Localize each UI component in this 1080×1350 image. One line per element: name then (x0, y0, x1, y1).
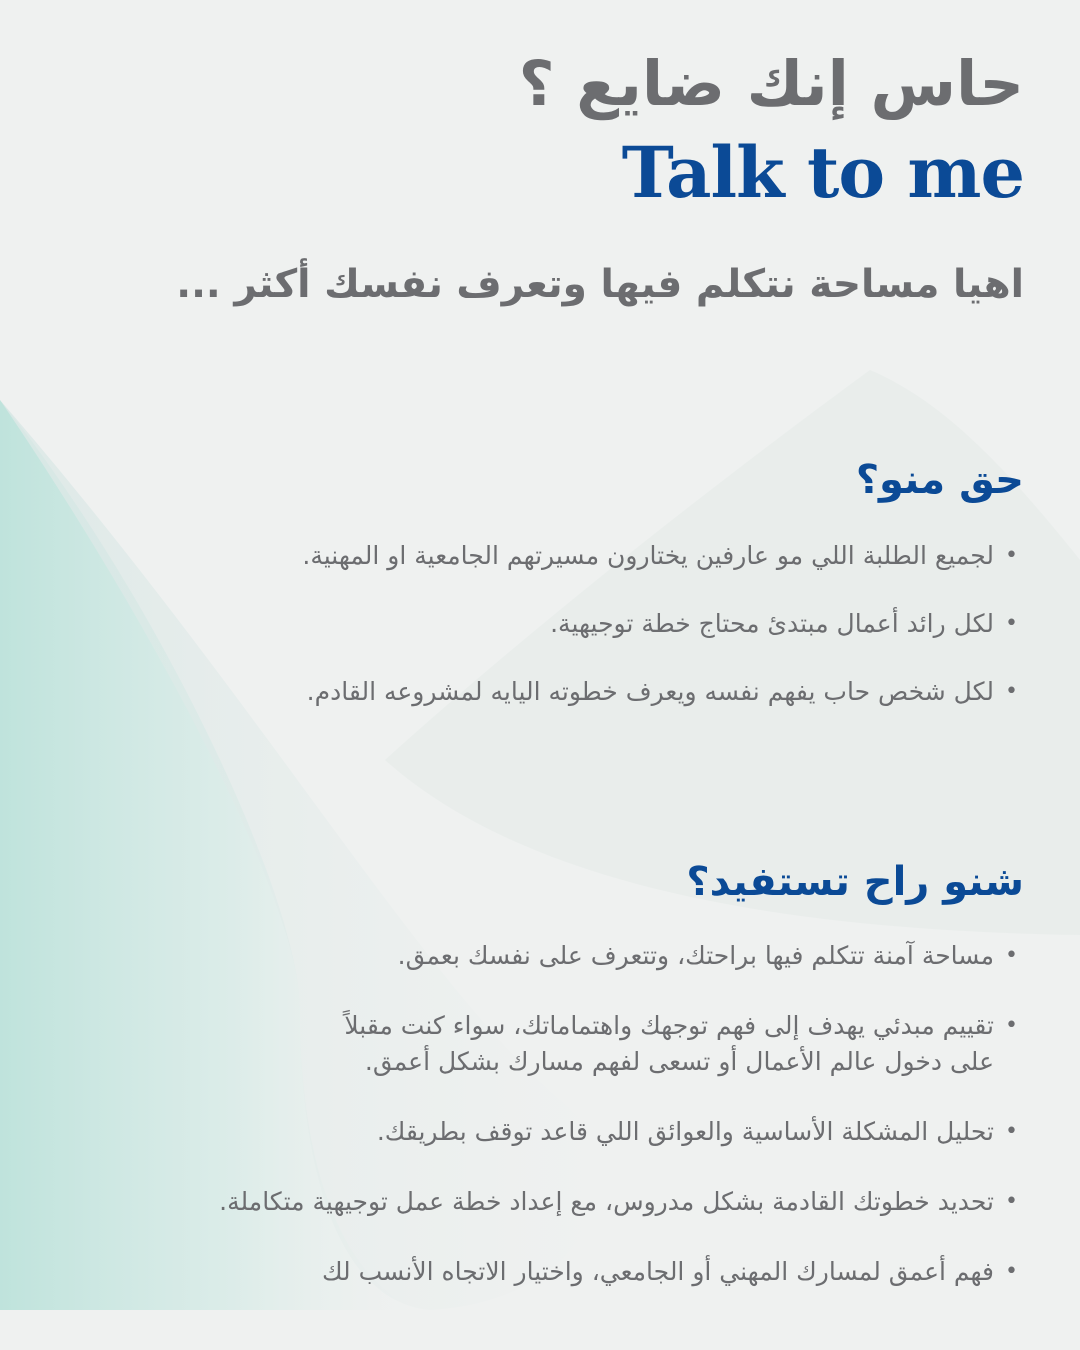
benefits-section-title: شنو راح تستفيد؟ (686, 859, 1024, 905)
list-item-text: تحديد خطوتك القادمة بشكل مدروس، مع إعداد خطة عمل توجيهية متكاملة. (219, 1187, 994, 1216)
brand-title: Talk to me (621, 131, 1024, 214)
headline: حاس إنك ضايع ؟ (518, 47, 1024, 120)
list-item (44, 1114, 1024, 1150)
list-item-text: مساحة آمنة تتكلم فيها براحتك، وتتعرف على نفسك بعمق. (397, 941, 994, 970)
benefits-list (44, 938, 1024, 1324)
bullet-icon: • (1005, 543, 1018, 568)
list-item (44, 606, 1024, 642)
list-item (44, 1254, 1024, 1290)
tagline: اهيا مساحة نتكلم فيها وتعرف نفسك أكثر ... (176, 262, 1024, 307)
list-item-text: تحليل المشكلة الأساسية والعوائق اللي قاعد توقف بطريقك. (376, 1117, 994, 1146)
bullet-icon: • (1005, 679, 1018, 704)
list-item (44, 538, 1024, 574)
list-item-text: لكل شخص حاب يفهم نفسه ويعرف خطوته اليايه لمشروعه القادم. (306, 677, 994, 706)
list-item (44, 674, 1024, 710)
who-section-title: حق منو؟ (855, 457, 1024, 503)
bullet-icon: • (1005, 1259, 1018, 1284)
list-item-text: لكل رائد أعمال مبتدئ محتاج خطة توجيهية. (550, 609, 994, 638)
bullet-icon: • (1005, 1189, 1018, 1214)
list-item-text: لجميع الطلبة اللي مو عارفين يختارون مسيرتهم الجامعية او المهنية. (302, 541, 994, 570)
bullet-icon: • (1005, 1119, 1018, 1144)
who-list (44, 538, 1024, 742)
bullet-icon: • (1005, 611, 1018, 636)
list-item (44, 938, 1024, 974)
list-item-text: تقييم مبدئي يهدف إلى فهم توجهك واهتماماتك، سواء كنت مقبلاً (344, 1011, 994, 1040)
list-item-text: فهم أعمق لمسارك المهني أو الجامعي، واختيار الاتجاه الأنسب لك (321, 1257, 994, 1286)
list-item (44, 1008, 1024, 1080)
list-item-text-continued: على دخول عالم الأعمال أو تسعى لفهم مسارك بشكل أعمق. (364, 1047, 994, 1076)
bullet-icon: • (1005, 943, 1018, 968)
bullet-icon: • (1005, 1013, 1018, 1038)
list-item (44, 1184, 1024, 1220)
